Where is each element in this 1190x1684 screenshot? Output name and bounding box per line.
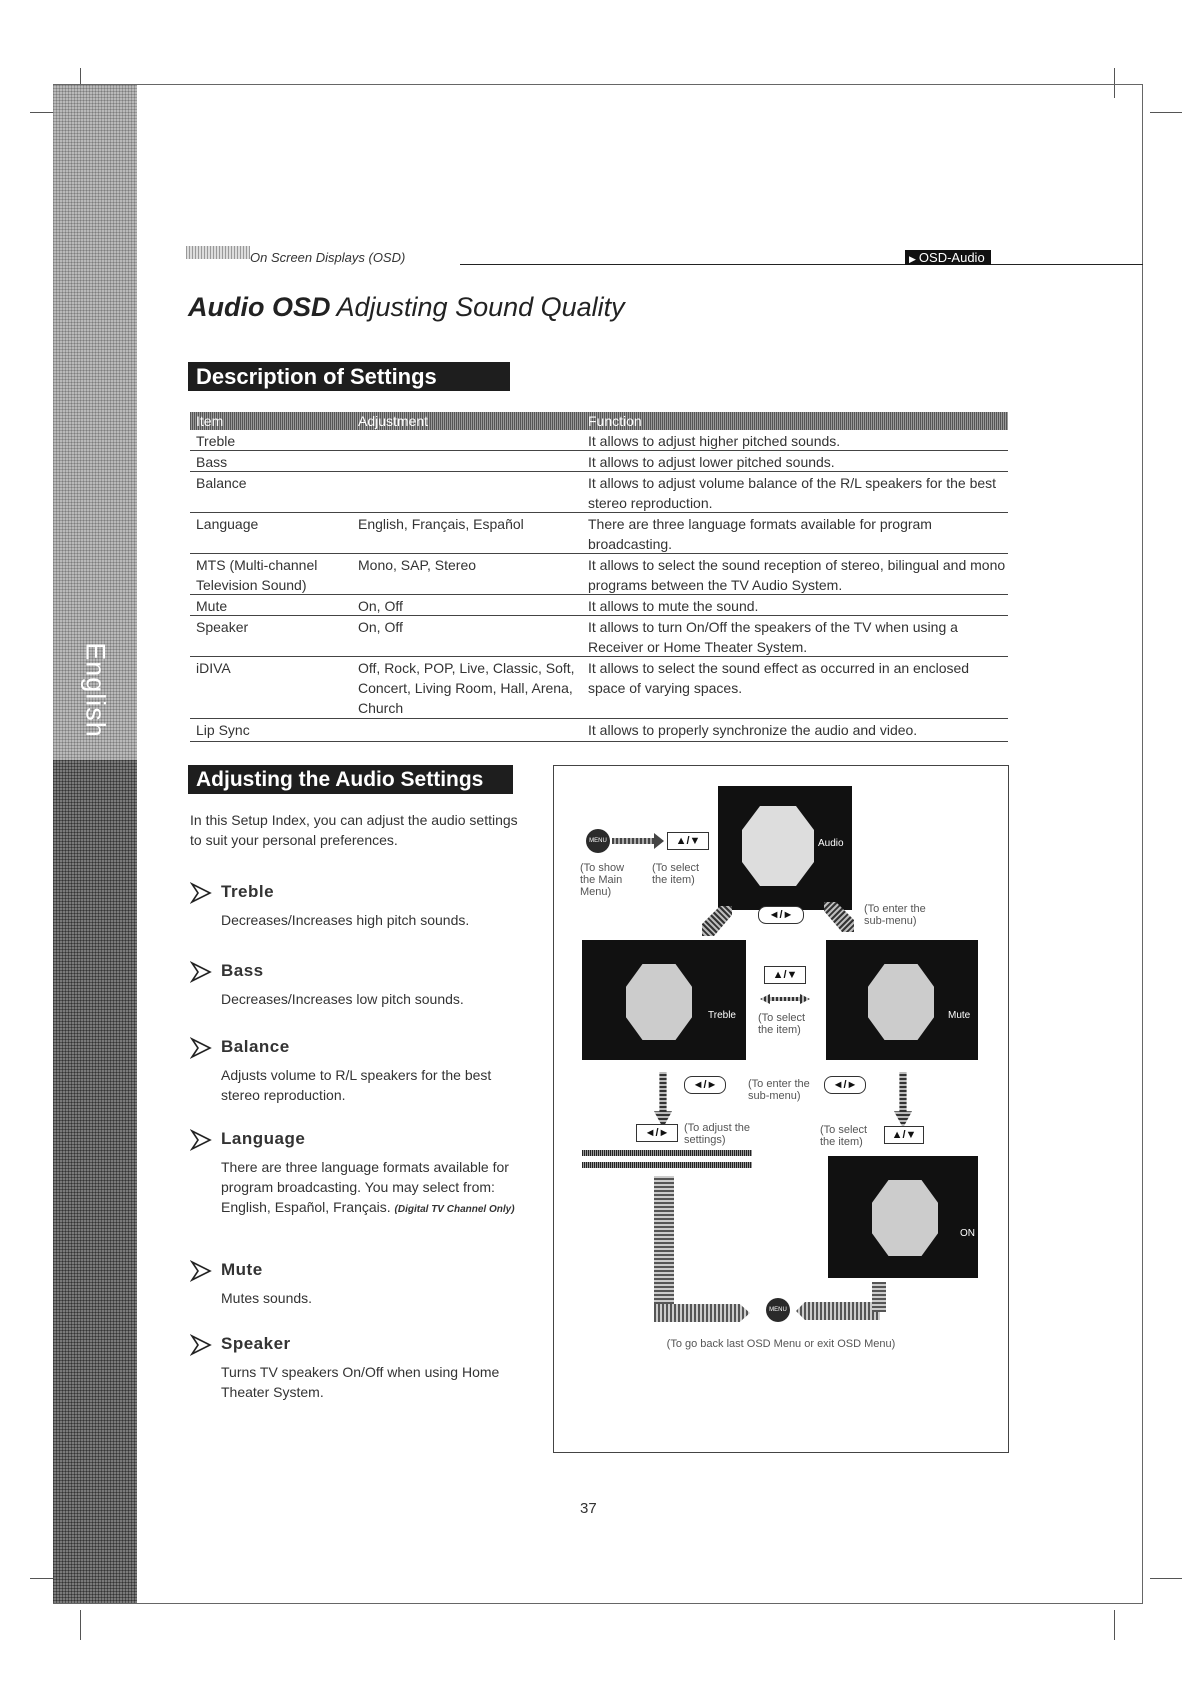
- menu-button-icon: [586, 829, 610, 853]
- osd-screen-label: ON: [960, 1228, 975, 1239]
- osd-navigation-diagram: [553, 765, 1009, 1453]
- item-desc: Turns TV speakers On/Off when using Home Theater System.: [221, 1364, 500, 1400]
- header-pattern-block: [186, 246, 250, 259]
- updown-key-label: ▲/▼: [772, 969, 798, 981]
- caption-go-back: (To go back last OSD Menu or exit OSD Menu): [666, 1338, 896, 1350]
- osd-cube-icon: [626, 964, 692, 1040]
- table-row: [190, 472, 1008, 513]
- column-header-function: Function: [588, 413, 642, 429]
- header-rule: [460, 264, 1143, 265]
- osd-screen-label: Audio: [818, 838, 844, 849]
- cell-function: It allows to mute the sound.: [588, 598, 759, 614]
- caption-show-main: (To show the Main Menu): [580, 862, 625, 898]
- menu-button-icon: [766, 1298, 790, 1322]
- cell-adjustment: On, Off: [358, 619, 403, 635]
- item-name: Balance: [221, 1037, 290, 1056]
- cell-function: It allows to adjust volume balance of the R/L speakers for the best stereo reproduction.: [588, 475, 997, 511]
- item-desc: Mutes sounds.: [221, 1290, 313, 1306]
- header-badge-label: OSD-Audio: [918, 250, 985, 265]
- frame-line: [1142, 84, 1143, 1604]
- table-row: [190, 616, 1008, 657]
- return-arrow-right-icon: [796, 1302, 880, 1320]
- frame-line: [53, 84, 1143, 85]
- leftright-key-label: ◄/►: [692, 1079, 718, 1091]
- return-arrow-right-up-icon: [872, 1282, 886, 1312]
- arrow-down-icon: [654, 1072, 672, 1128]
- crop-mark: [1150, 112, 1182, 113]
- arrow-bullet-icon: [190, 882, 212, 904]
- settings-slider-bar: [582, 1150, 752, 1156]
- leftright-key-icon: [636, 1124, 678, 1142]
- table-row: [190, 554, 1008, 595]
- leftright-key-label: ◄/►: [768, 909, 794, 921]
- cell-function: There are three language formats available for program broadcasting.: [588, 516, 932, 552]
- cell-item: iDIVA: [196, 660, 231, 676]
- cell-item: Treble: [196, 433, 236, 449]
- osd-cube-icon: [742, 806, 814, 886]
- menu-key-label: MENU: [589, 838, 607, 844]
- cell-adjustment: Off, Rock, POP, Live, Classic, Soft, Concert, Living Room, Hall, Arena, Church: [358, 660, 575, 716]
- header-section-label: On Screen Displays (OSD): [250, 250, 406, 265]
- updown-key-icon: [884, 1126, 924, 1144]
- cell-adjustment: English, Français, Español: [358, 516, 524, 532]
- updown-key-label: ▲/▼: [675, 835, 701, 847]
- table-row: [190, 451, 1008, 472]
- leftright-key-icon: [758, 906, 804, 924]
- play-icon: ▶: [909, 254, 916, 264]
- cell-function: It allows to select the sound reception of stereo, bilingual and mono programs between the TV Audio System.: [588, 557, 1006, 593]
- arrow-bullet-icon: [190, 1260, 212, 1282]
- item-desc-text: There are three language formats available for program broadcasting. You may select from: English, Español, Français.: [221, 1159, 509, 1215]
- page-title-bold: Audio OSD: [188, 292, 331, 322]
- caption-enter-submenu: (To enter the sub-menu): [748, 1078, 810, 1102]
- item-desc: Decreases/Increases low pitch sounds.: [221, 991, 464, 1007]
- cell-function: It allows to adjust lower pitched sounds.: [588, 454, 835, 470]
- updown-key-icon: [764, 966, 806, 984]
- adjusting-heading-text: Adjusting the Audio Settings: [196, 768, 484, 791]
- description-heading: [188, 362, 510, 391]
- cell-item: Language: [196, 516, 259, 532]
- arrow-down-left-icon: [702, 906, 732, 936]
- cell-function: It allows to select the sound effect as occurred in an enclosed space of varying spaces.: [588, 660, 970, 696]
- table-header: [190, 412, 1008, 430]
- crop-mark: [1150, 1578, 1182, 1579]
- osd-screen-treble: [582, 940, 746, 1060]
- menu-key-label: MENU: [769, 1307, 787, 1313]
- crop-mark: [1114, 1610, 1115, 1640]
- arrow-bullet-icon: [190, 1037, 212, 1059]
- item-desc: Decreases/Increases high pitch sounds.: [221, 912, 470, 928]
- arrow-head-icon: [654, 833, 664, 849]
- cell-item: MTS (Multi-channel Television Sound): [196, 557, 318, 593]
- double-arrow-icon: [760, 994, 810, 1004]
- item-name: Treble: [221, 882, 275, 901]
- cell-item: Bass: [196, 454, 228, 470]
- caption-enter-submenu: (To enter the sub-menu): [864, 903, 926, 927]
- item-name: Language: [221, 1129, 306, 1148]
- cell-item: Speaker: [196, 619, 249, 635]
- caption-select-item: (To select the item): [820, 1124, 868, 1148]
- table-row: [190, 430, 1008, 451]
- cell-function: It allows to adjust higher pitched sounds.: [588, 433, 841, 449]
- item-name: Speaker: [221, 1334, 291, 1353]
- settings-table: [190, 412, 1008, 742]
- caption-select-item: (To select the item): [758, 1012, 806, 1036]
- arrow-bullet-icon: [190, 961, 212, 983]
- cell-function: It allows to properly synchronize the audio and video.: [588, 722, 918, 738]
- updown-key-label: ▲/▼: [891, 1129, 917, 1141]
- table-row: [190, 657, 1008, 719]
- item-desc: [221, 1157, 526, 1220]
- cell-adjustment: Mono, SAP, Stereo: [358, 557, 477, 573]
- arrow-down-icon: [894, 1072, 912, 1128]
- osd-screen-label: Mute: [948, 1010, 971, 1021]
- header-badge: [905, 250, 991, 265]
- arrow-bullet-icon: [190, 1129, 212, 1151]
- updown-key-icon: [667, 832, 709, 850]
- crop-mark: [80, 1610, 81, 1640]
- item-name: Bass: [221, 961, 264, 980]
- table-row: [190, 719, 1008, 742]
- column-header-adjustment: Adjustment: [358, 413, 429, 429]
- settings-slider-bar: [582, 1162, 752, 1168]
- item-name: Mute: [221, 1260, 263, 1279]
- adjusting-heading: [188, 765, 513, 794]
- return-arrow-left-icon: [654, 1176, 674, 1316]
- sidebar-band-dark: [53, 760, 137, 1604]
- page-title: [188, 292, 625, 323]
- language-tab-label: English: [80, 642, 111, 738]
- frame-line: [53, 1603, 1143, 1604]
- description-heading-text: Description of Settings: [196, 364, 437, 389]
- crop-mark: [1114, 68, 1115, 98]
- adjusting-intro: In this Setup Index, you can adjust the audio settings to suit your personal preferences.: [190, 812, 518, 848]
- language-tab: [53, 620, 137, 760]
- cell-item: Lip Sync: [196, 722, 250, 738]
- item-desc: Adjusts volume to R/L speakers for the best stereo reproduction.: [221, 1067, 492, 1103]
- return-arrow-bottom-icon: [654, 1304, 750, 1322]
- leftright-key-label: ◄/►: [832, 1079, 858, 1091]
- osd-cube-icon: [868, 964, 934, 1040]
- leftright-key-icon: [684, 1076, 726, 1094]
- cell-function: It allows to turn On/Off the speakers of the TV when using a Receiver or Home Theater System.: [588, 619, 958, 655]
- item-note: (Digital TV Channel Only): [394, 1204, 515, 1215]
- osd-screen-label: Treble: [708, 1010, 736, 1021]
- cell-item: Balance: [196, 475, 247, 491]
- osd-screen-mute-on: [828, 1156, 978, 1278]
- cell-adjustment: On, Off: [358, 598, 403, 614]
- caption-adjust-settings: (To adjust the settings): [684, 1122, 751, 1146]
- page-title-rest: Adjusting Sound Quality: [336, 292, 625, 322]
- table-row: [190, 595, 1008, 616]
- column-header-item: Item: [196, 413, 224, 429]
- leftright-key-label: ◄/►: [644, 1127, 670, 1139]
- arrow-bullet-icon: [190, 1334, 212, 1356]
- arrow-right-icon: [612, 838, 658, 844]
- table-row: [190, 513, 1008, 554]
- osd-cube-icon: [872, 1180, 938, 1256]
- osd-screen-mute: [826, 940, 978, 1060]
- caption-select-item: (To select the item): [652, 862, 700, 886]
- osd-screen-audio: [718, 786, 852, 910]
- page-number: 37: [580, 1500, 597, 1517]
- leftright-key-icon: [824, 1076, 866, 1094]
- cell-item: Mute: [196, 598, 228, 614]
